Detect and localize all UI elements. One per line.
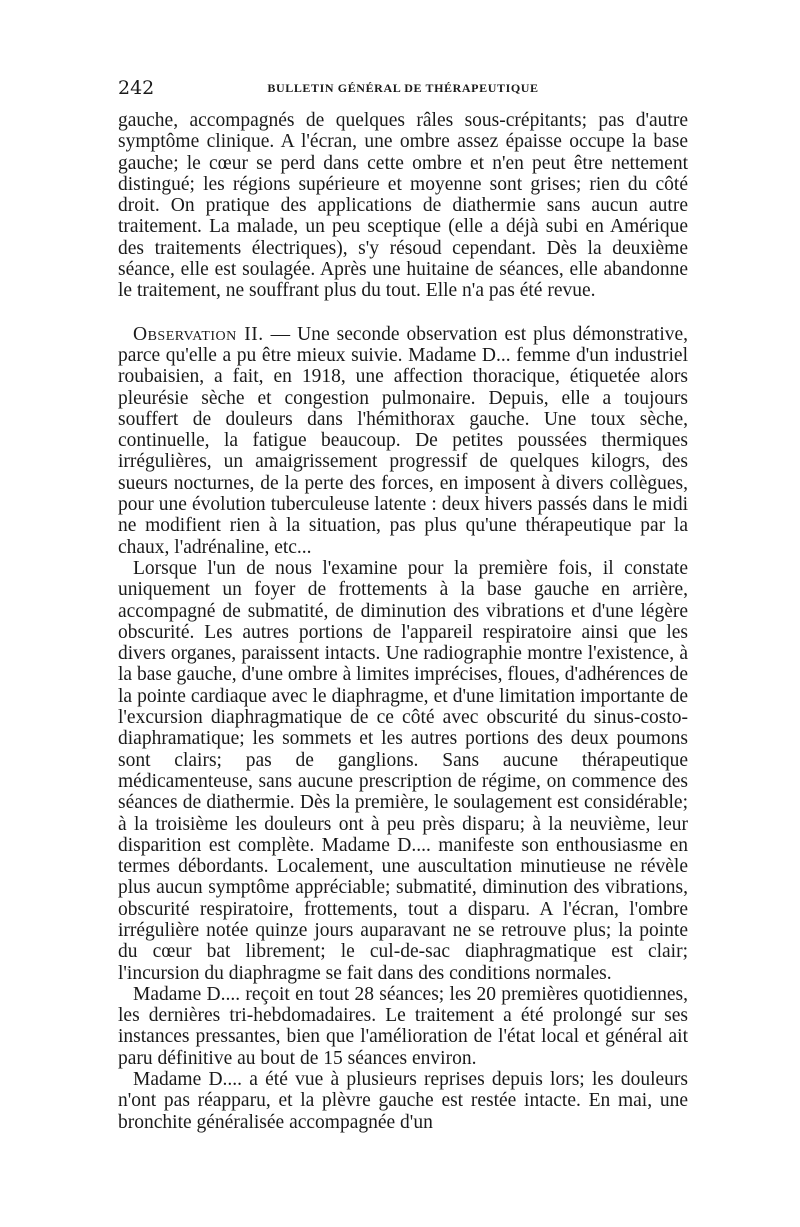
page-number: 242 — [118, 77, 155, 99]
observation-label: Observation II. — [133, 323, 264, 345]
paragraph: gauche, accompagnés de quelques râles sous-crépitants; pas d'autre symptôme clinique. A l'écran, une ombre assez épaisse occupe la base gauche; le cœur se perd dans cette ombre et n'en peut être nettement distingué; les régions supérieure et moyenne sont grises; rien du côté droit. On pratique des applications de diathermie sans aucun autre traitement. La malade, un peu sceptique (elle a déjà subi en Amérique des traitements électriques), s'y résoud cependant. Dès la deuxième séance, elle est soulagée. Après une huitaine de séances, elle abandonne le traitement, ne souffrant plus du tout. Elle n'a pas été revue. — [118, 110, 688, 302]
observation-paragraph — [118, 324, 688, 558]
observation-text: — Une seconde observation est plus démonstrative, parce qu'elle a pu être mieux suivie. Madame D... femme d'un industriel roubaisien, a fait, en 1918, une affection thoracique, étiquetée alors pleurésie sèche et congestion pulmonaire. Depuis, elle a toujours souffert de douleurs dans l'hémithorax gauche. Une toux sèche, continuelle, la fatigue beaucoup. De petites poussées thermiques irrégulières, un amaigrissement progressif de quelques kilogrs, des sueurs nocturnes, de la perte des forces, en imposent à divers collègues, pour une évolution tuberculeuse latente : deux hivers passés dans le midi ne modifient rien à la situation, pas plus qu'une thérapeutique par la chaux, l'adrénaline, etc... — [118, 323, 689, 558]
paragraph: Madame D.... a été vue à plusieurs reprises depuis lors; les douleurs n'ont pas réapparu, et la plèvre gauche est restée intacte. En mai, une bronchite généralisée accompagnée d'un — [118, 1069, 688, 1133]
running-title: BULLETIN GÉNÉRAL DE THÉRAPEUTIQUE — [267, 81, 539, 95]
page-header — [118, 76, 688, 100]
paragraph: Madame D.... reçoit en tout 28 séances; les 20 premières quotidiennes, les dernières tri-hebdomadaires. Le traitement a été prolongé sur ses instances pressantes, bien que l'amélioration de l'état local et général ait paru définitive au bout de 15 séances environ. — [118, 983, 688, 1069]
paragraph: Lorsque l'un de nous l'examine pour la première fois, il constate uniquement un foyer de frottements à la base gauche en arrière, accompagné de submatité, de diminution des vibrations et d'une légère obscurité. Les autres portions de l'appareil respiratoire ainsi que les divers organes, paraissent intacts. Une radiographie montre l'existence, à la base gauche, d'une ombre à limites imprécises, floues, d'adhérences de la pointe cardiaque avec le diaphragme, et d'une limitation importante de l'excursion diaphragmatique de ce côté avec obscurité du sinus-costo-diaphramatique; les sommets et les autres portions des deux poumons sont clairs; pas de ganglions. Sans aucune thérapeutique médicamenteuse, sans aucune prescription de régime, on commence des séances de diathermie. Dès la première, le soulagement est considérable; à la troisième les douleurs ont à peu près disparu; à la neuvième, leur disparition est complète. Madame D.... manifeste son enthousiasme en termes débordants. Localement, une auscultation minutieuse ne révèle plus aucun symptôme appréciable; submatité, diminution des vibrations, obscurité respiratoire, frottements, tout a disparu. A l'écran, l'ombre irrégulière notée quinze jours auparavant ne se retrouve plus; la pointe du cœur bat librement; le cul-de-sac diaphragmatique est clair; l'incursion du diaphragme se fait dans des conditions normales. — [118, 557, 688, 984]
body-text — [118, 110, 688, 1133]
